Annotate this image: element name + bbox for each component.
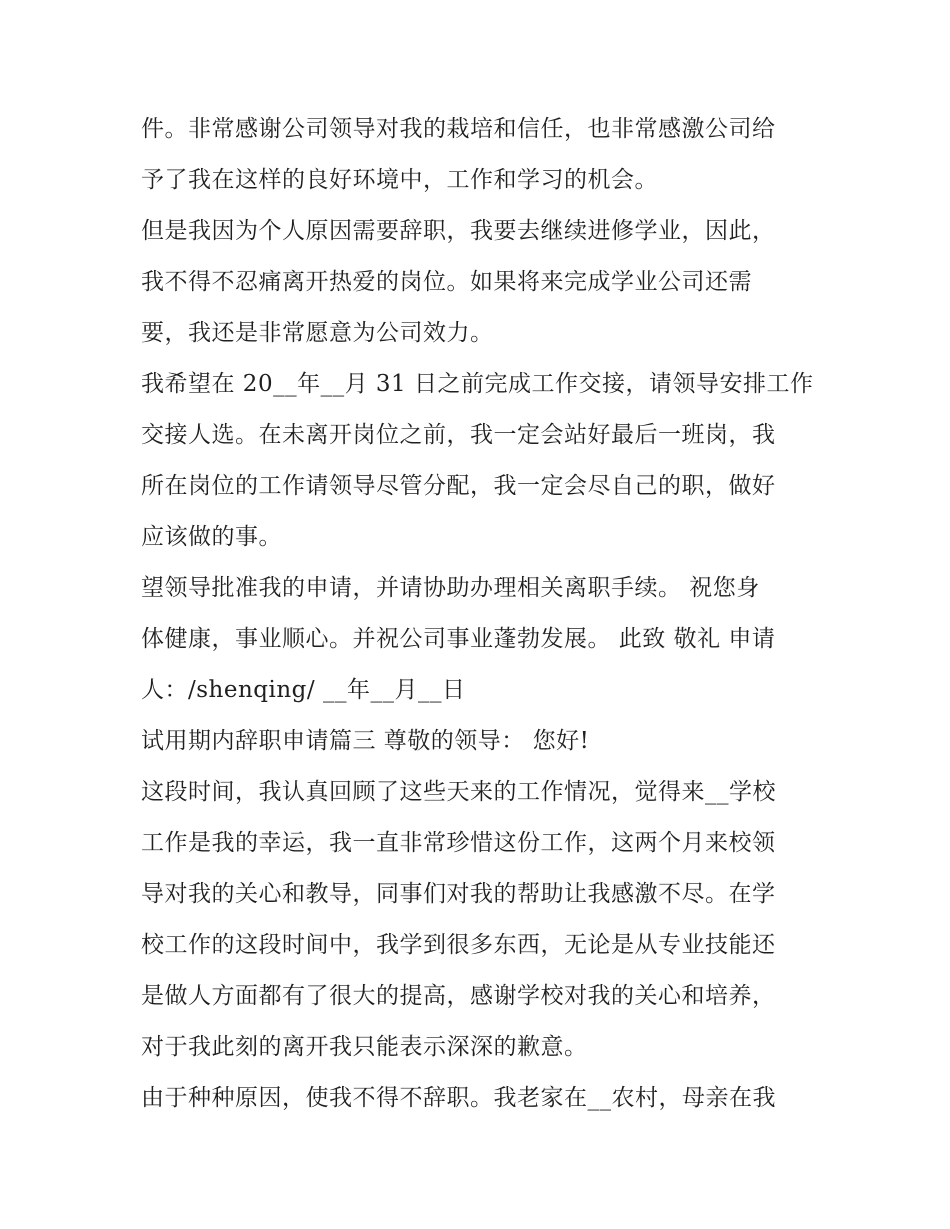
text-line: 但是我因为个人原因需要辞职，我要去继续进修学业，因此， [141, 218, 776, 244]
section-heading-line: 试用期内辞职申请篇三 尊敬的领导： 您好! [141, 728, 590, 754]
text-line: 予了我在这样的良好环境中，工作和学习的机会。 [141, 167, 658, 193]
text-line: 校工作的这段时间中，我学到很多东西，无论是从专业技能还 [141, 932, 776, 958]
text-line: 导对我的关心和教导，同事们对我的帮助让我感激不尽。在学 [141, 881, 776, 907]
text-line: 对于我此刻的离开我只能表示深深的歉意。 [141, 1034, 588, 1060]
text-line: 是做人方面都有了很大的提高，感谢学校对我的关心和培养， [141, 983, 776, 1009]
text-line: 我希望在 20__年__月 31 日之前完成工作交接，请领导安排工作 [141, 371, 814, 397]
text-line: 人：/shenqing/ __年__月__日 [141, 677, 466, 703]
text-line: 这段时间，我认真回顾了这些天来的工作情况，觉得来__学校 [141, 779, 776, 805]
text-line: 体健康，事业顺心。并祝公司事业蓬勃发展。 此致 敬礼 申请 [141, 626, 776, 652]
text-line: 要，我还是非常愿意为公司效力。 [141, 320, 494, 346]
text-line: 件。非常感谢公司领导对我的栽培和信任，也非常感激公司给 [141, 116, 776, 142]
text-line: 工作是我的幸运，我一直非常珍惜这份工作，这两个月来校领 [141, 830, 776, 856]
text-line: 由于种种原因，使我不得不辞职。我老家在__农村，母亲在我 [141, 1085, 776, 1111]
text-line: 我不得不忍痛离开热爱的岗位。如果将来完成学业公司还需 [141, 269, 752, 295]
text-line: 所在岗位的工作请领导尽管分配，我一定会尽自己的职，做好 [141, 473, 776, 499]
text-line: 望领导批准我的申请，并请协助办理相关离职手续。 祝您身 [141, 575, 760, 601]
text-line: 应该做的事。 [141, 524, 282, 550]
document-body [141, 104, 821, 1124]
text-line: 交接人选。在未离开岗位之前，我一定会站好最后一班岗，我 [141, 422, 776, 448]
